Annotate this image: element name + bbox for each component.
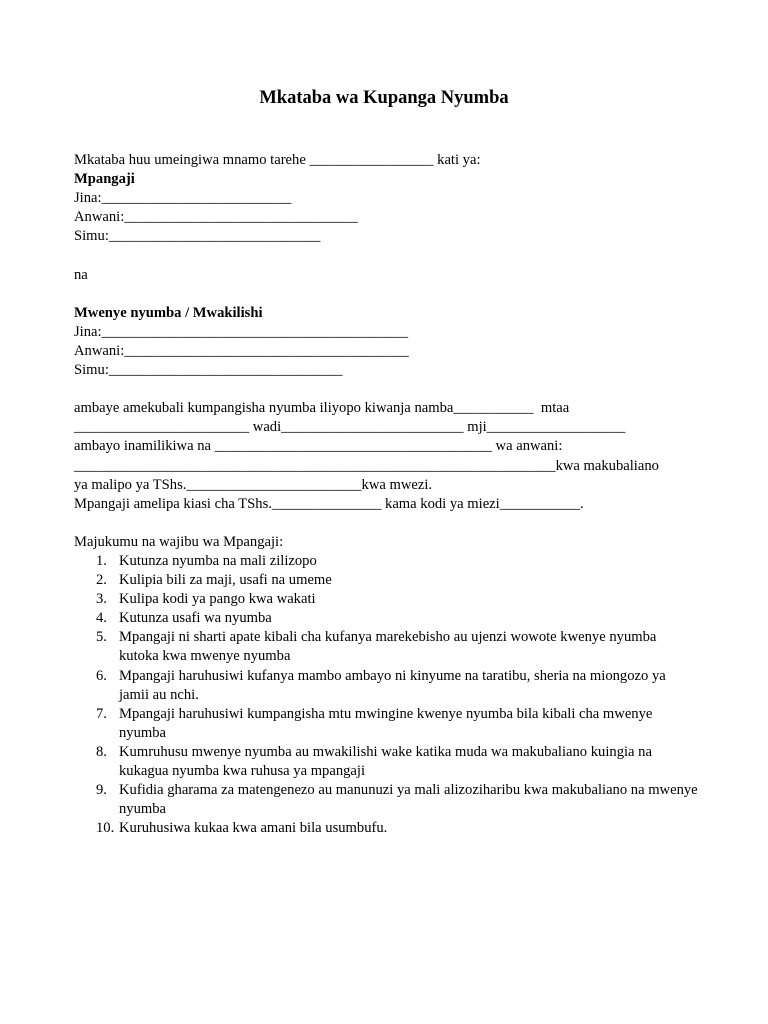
list-number: 7.: [96, 705, 107, 722]
list-item: [74, 571, 699, 590]
spacer: [74, 285, 714, 304]
intro-line: Mkataba huu umeingiwa mnamo tarehe _________________ kati ya:: [74, 152, 481, 168]
list-number: 1.: [96, 552, 107, 569]
list-number: 4.: [96, 610, 107, 627]
duties-list: [74, 552, 714, 838]
property-paragraph-line: __________________________________________________________________kwa makubaliano: [74, 457, 659, 474]
landlord-name-field: Jina:__________________________________________: [74, 323, 409, 340]
list-item-text: Kuruhusiwa kukaa kwa amani bila usumbufu.: [119, 820, 388, 837]
list-item: [74, 667, 699, 705]
spacer: [74, 380, 714, 399]
tenant-heading: Mpangaji: [74, 171, 135, 188]
landlord-phone-field: Simu:________________________________: [74, 362, 343, 379]
property-paragraph-line: ya malipo ya TShs.________________________kwa mwezi.: [74, 476, 433, 493]
list-item: [74, 781, 699, 819]
list-item-text: Kulipa kodi ya pango kwa wakati: [119, 591, 316, 608]
list-number: 5.: [96, 629, 107, 646]
list-item-text: Kutunza nyumba na mali zilizopo: [119, 552, 317, 569]
list-number: 6.: [96, 667, 107, 684]
payment-line: Mpangaji amelipa kiasi cha TShs._______________ kama kodi ya miezi___________.: [74, 495, 584, 512]
property-paragraph-line: ambaye amekubali kumpangisha nyumba iliyopo kiwanja namba___________ mtaa: [74, 400, 570, 417]
tenant-address-field: Anwani:________________________________: [74, 209, 358, 226]
list-item-text: Mpangaji haruhusiwi kumpangisha mtu mwingine kwenye nyumba bila kibali cha mwenye nyumba: [119, 705, 653, 741]
property-paragraph-line: ambayo inamilikiwa na ______________________________________ wa anwani:: [74, 438, 563, 455]
list-item-text: Kufidia gharama za matengenezo au manunuzi ya mali alizoziharibu kwa makubaliano na mwenye nyumba: [119, 782, 698, 818]
list-item-text: Kulipia bili za maji, usafi na umeme: [119, 572, 332, 589]
list-item-text: Kutunza usafi wa nyumba: [119, 610, 272, 627]
list-number: 2.: [96, 572, 107, 589]
list-item: [74, 705, 699, 743]
list-item: [74, 628, 699, 666]
list-number: 3.: [96, 591, 107, 608]
property-paragraph-line: ________________________ wadi_________________________ mji___________________: [74, 419, 626, 436]
document-title: Mkataba wa Kupanga Nyumba: [259, 88, 509, 108]
list-number: 9.: [96, 782, 107, 799]
spacer: [74, 246, 714, 265]
list-item: [74, 743, 699, 781]
list-item: [74, 819, 699, 838]
list-item: [74, 609, 699, 628]
spacer: [74, 514, 714, 533]
tenant-phone-field: Simu:_____________________________: [74, 228, 321, 245]
list-item-text: Mpangaji haruhusiwi kufanya mambo ambayo ni kinyume na taratibu, sheria na miongozo ya jamii au nchi.: [119, 667, 666, 703]
duties-heading: Majukumu na wajibu wa Mpangaji:: [74, 533, 284, 550]
list-item: [74, 552, 699, 571]
list-item: [74, 590, 699, 609]
tenant-name-field: Jina:__________________________: [74, 190, 292, 207]
and-word: na: [74, 266, 88, 283]
document-body: [74, 151, 714, 838]
list-item-text: Mpangaji ni sharti apate kibali cha kufanya marekebisho au ujenzi wowote kwenye nyumba kutoka kwa mwenye nyumba: [119, 629, 657, 665]
list-number: 10.: [96, 820, 115, 837]
landlord-heading: Mwenye nyumba / Mwakilishi: [74, 304, 263, 321]
landlord-address-field: Anwani:_______________________________________: [74, 342, 409, 359]
list-item-text: Kumruhusu mwenye nyumba au mwakilishi wake katika muda wa makubaliano kuingia na kukagua nyumba kwa ruhusa ya mpangaji: [119, 743, 652, 779]
list-number: 8.: [96, 743, 107, 760]
